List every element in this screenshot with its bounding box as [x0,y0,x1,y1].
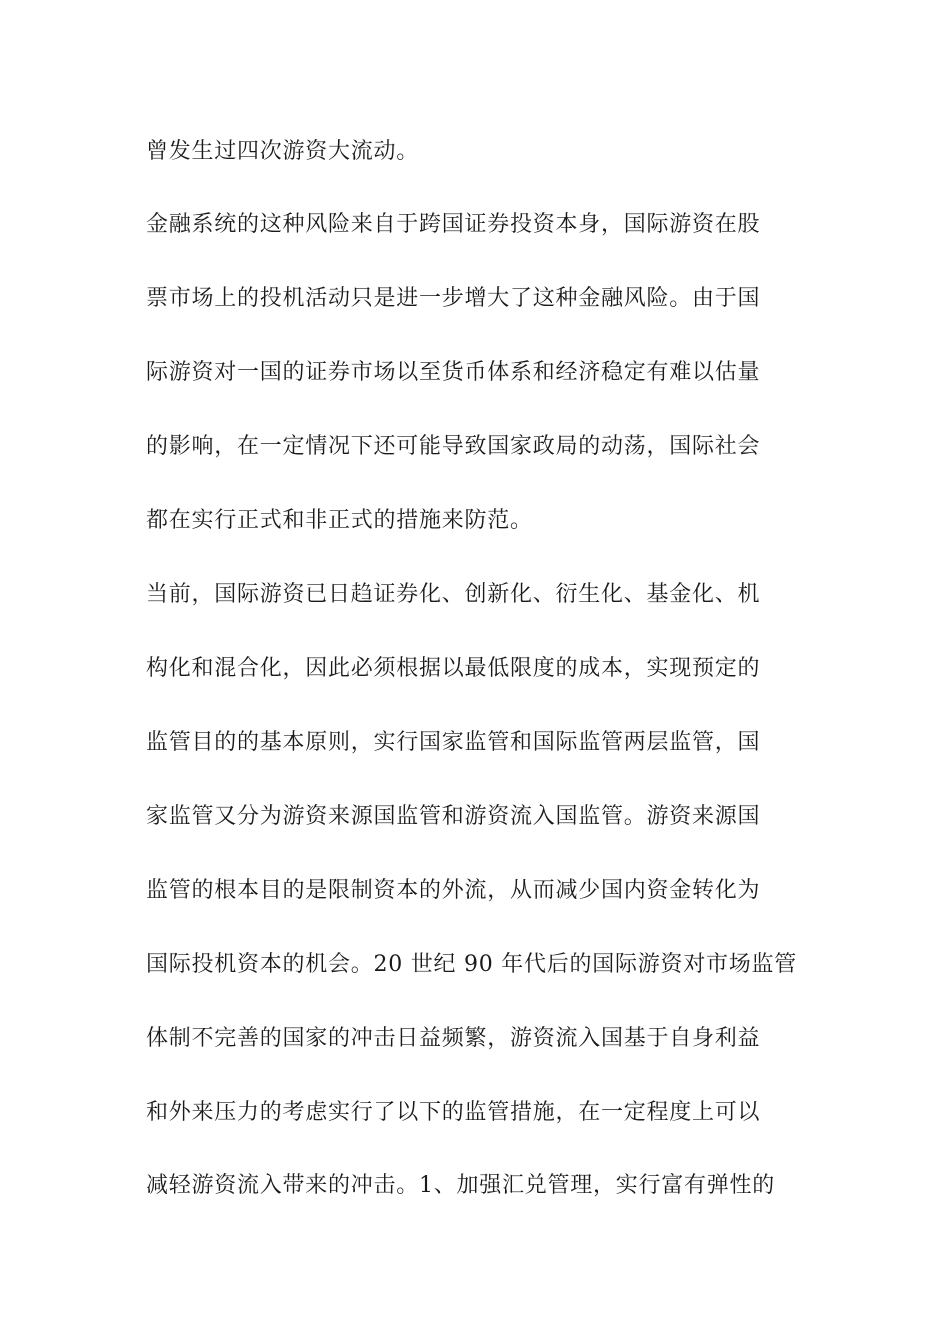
text-line: 当前，国际游资已日趋证券化、创新化、衍生化、基金化、机 [146,582,761,607]
text-line: 构化和混合化，因此必须根据以最低限度的成本，实现预定的 [146,656,761,681]
text-line: 金融系统的这种风险来自于跨国证券投资本身，国际游资在股 [146,212,761,237]
text-line: 监管的根本目的是限制资本的外流，从而减少国内资金转化为 [146,878,761,903]
text-line: 体制不完善的国家的冲击日益频繁，游资流入国基于自身利益 [146,1026,761,1051]
text-line: 际游资对一国的证券市场以至货币体系和经济稳定有难以估量 [146,360,761,385]
text-line: 票市场上的投机活动只是进一步增大了这种金融风险。由于国 [146,286,761,311]
text-line: 国际投机资本的机会。20 世纪 90 年代后的国际游资对市场监管 [146,952,797,977]
text-line: 监管目的的基本原则，实行国家监管和国际监管两层监管，国 [146,730,761,755]
text-line: 家监管又分为游资来源国监管和游资流入国监管。游资来源国 [146,804,761,829]
text-line: 都在实行正式和非正式的措施来防范。 [146,508,533,533]
text-line: 减轻游资流入带来的冲击。1、加强汇兑管理，实行富有弹性的 [146,1173,775,1198]
text-line: 曾发生过四次游资大流动。 [146,139,420,164]
text-line: 的影响，在一定情况下还可能导致国家政局的动荡，国际社会 [146,434,761,459]
text-line: 和外来压力的考虑实行了以下的监管措施，在一定程度上可以 [146,1100,761,1125]
